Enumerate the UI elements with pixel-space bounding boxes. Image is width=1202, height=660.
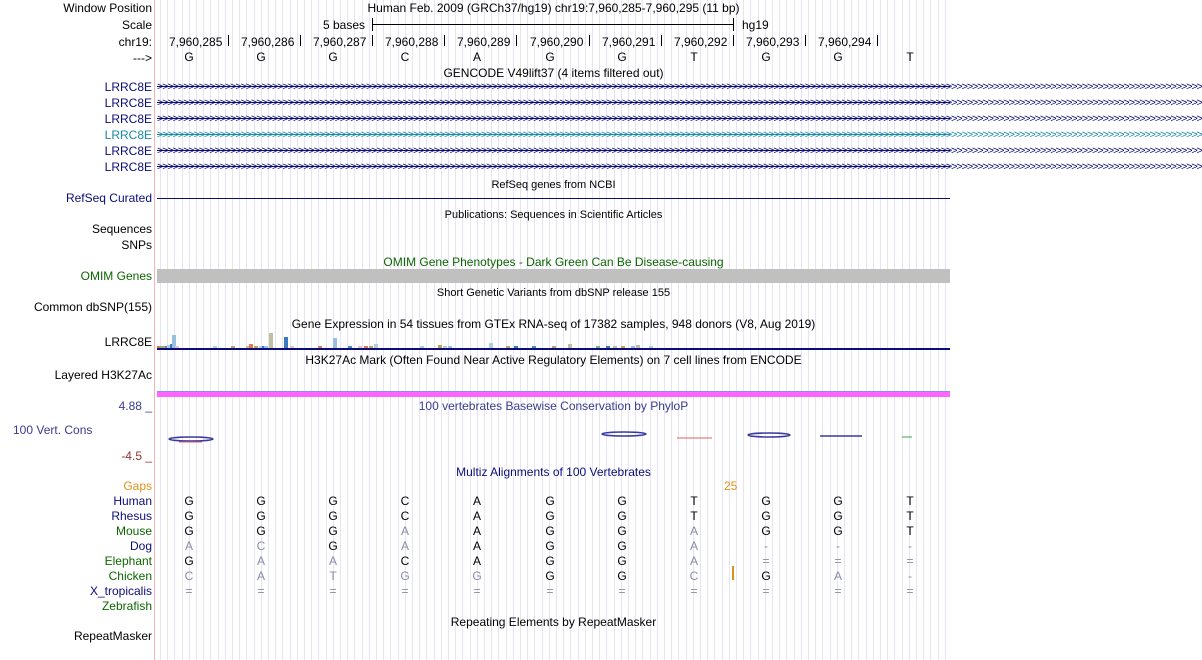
alignment-base: T: [906, 509, 914, 523]
sequences-label[interactable]: Sequences: [91, 222, 152, 236]
ruler-position: 7,960,288: [385, 35, 439, 49]
gaps-label: Gaps: [123, 479, 152, 493]
gtex-bar[interactable]: [333, 338, 337, 348]
gencode-gene-label[interactable]: LRRC8E: [104, 96, 152, 110]
alignment-base: A: [256, 554, 265, 568]
gencode-gene-label[interactable]: LRRC8E: [104, 112, 152, 126]
conservation-max: 4.88 _: [118, 399, 152, 413]
gencode-track-title: GENCODE V49lift37 (4 items filtered out): [443, 66, 664, 80]
omim-label[interactable]: OMIM Genes: [80, 269, 152, 283]
ruler-tick: [444, 35, 445, 46]
alignment-base: G: [256, 524, 266, 538]
multiz-track-title: Multiz Alignments of 100 Vertebrates: [456, 465, 651, 479]
alignment-base: G: [617, 509, 627, 523]
conservation-min: -4.5 _: [121, 449, 152, 463]
alignment-base: -: [908, 569, 912, 583]
alignment-base: G: [545, 539, 555, 553]
refseq-gene-line[interactable]: [157, 198, 950, 199]
gtex-track-title: Gene Expression in 54 tissues from GTEx RNA-seq of 17382 samples, 948 donors (V8, Aug 2019): [291, 317, 816, 331]
species-label[interactable]: X_tropicalis: [89, 584, 152, 598]
alignment-base: A: [689, 524, 698, 538]
gencode-strand-arrows: >>>>>>>>>>>>>>>>>>>>>>>>>>>>>>>>>>>>>>>>>>>>>>>>>>>>>>>>>>>>>>>>>>>>>>>>>>>>>>>>>>>>>>>>>>>>>>>>>>>>>>>>>>>>>>>>>>>>>>>>>>>>>>>>>>>>>>>>>>>>>>>>>>>>>>>>>>>>>>>>>>>>>>>>>>>>>>>>>>>>>>>>>>>>>>>>>>>>>>>>: [157, 145, 1202, 157]
alignment-base: A: [400, 524, 409, 538]
alignment-base: A: [689, 554, 698, 568]
species-label[interactable]: Mouse: [115, 524, 152, 538]
alignment-base: A: [400, 539, 409, 553]
alignment-base: A: [328, 554, 337, 568]
alignment-base: =: [690, 584, 698, 598]
alignment-base: C: [256, 539, 266, 553]
alignment-base: =: [906, 554, 914, 568]
gtex-expression-bars[interactable]: [157, 331, 950, 348]
gencode-gene-label[interactable]: LRRC8E: [104, 144, 152, 158]
alignment-base: -: [908, 539, 912, 553]
window-position-label: Window Position: [63, 1, 152, 15]
alignment-base: =: [401, 584, 409, 598]
reference-base: G: [833, 50, 843, 64]
alignment-base: A: [833, 569, 842, 583]
alignment-base: G: [617, 554, 627, 568]
ruler-tick: [661, 35, 662, 46]
gtex-label[interactable]: LRRC8E: [104, 335, 152, 349]
alignment-base: G: [256, 494, 266, 508]
reference-base: A: [472, 50, 481, 64]
assembly-position-text[interactable]: Human Feb. 2009 (GRCh37/hg19) chr19:7,960,285-7,960,295 (11 bp): [367, 1, 740, 15]
ruler-position: 7,960,293: [746, 35, 800, 49]
scale-bar: [372, 24, 734, 25]
alignment-base: G: [761, 494, 771, 508]
h3k27ac-label[interactable]: Layered H3K27Ac: [54, 368, 152, 382]
gencode-strand-arrows: >>>>>>>>>>>>>>>>>>>>>>>>>>>>>>>>>>>>>>>>>>>>>>>>>>>>>>>>>>>>>>>>>>>>>>>>>>>>>>>>>>>>>>>>>>>>>>>>>>>>>>>>>>>>>>>>>>>>>>>>>>>>>>>>>>>>>>>>>>>>>>>>>>>>>>>>>>>>>>>>>>>>>>>>>>>>>>>>>>>>>>>>>>>>>>>>>>>>>>>>: [157, 161, 1202, 173]
phylop-blip-2: [602, 432, 646, 436]
alignment-base: T: [906, 524, 914, 538]
alignment-base: T: [690, 509, 698, 523]
alignment-base: G: [833, 524, 843, 538]
scale-bar-right-cap: [733, 18, 734, 31]
alignment-base: C: [184, 569, 194, 583]
alignment-base: T: [906, 494, 914, 508]
ruler-tick: [300, 35, 301, 46]
repeatmasker-track-title: Repeating Elements by RepeatMasker: [450, 615, 657, 629]
refseq-track-title: RefSeq genes from NCBI: [491, 179, 616, 191]
alignment-base: =: [618, 584, 626, 598]
gencode-strand-arrows: >>>>>>>>>>>>>>>>>>>>>>>>>>>>>>>>>>>>>>>>>>>>>>>>>>>>>>>>>>>>>>>>>>>>>>>>>>>>>>>>>>>>>>>>>>>>>>>>>>>>>>>>>>>>>>>>>>>>>>>>>>>>>>>>>>>>>>>>>>>>>>>>>>>>>>>>>>>>>>>>>>>>>>>>>>>>>>>>>>>>>>>>>>>>>>>>>>>>>>>>: [157, 129, 1202, 141]
gencode-gene-label[interactable]: LRRC8E: [104, 128, 152, 142]
gtex-gene-line: [157, 348, 950, 350]
reference-base: T: [690, 50, 698, 64]
gencode-strand-arrows: >>>>>>>>>>>>>>>>>>>>>>>>>>>>>>>>>>>>>>>>>>>>>>>>>>>>>>>>>>>>>>>>>>>>>>>>>>>>>>>>>>>>>>>>>>>>>>>>>>>>>>>>>>>>>>>>>>>>>>>>>>>>>>>>>>>>>>>>>>>>>>>>>>>>>>>>>>>>>>>>>>>>>>>>>>>>>>>>>>>>>>>>>>>>>>>>>>>>>>>>: [157, 81, 1202, 93]
alignment-base: G: [328, 509, 338, 523]
alignment-base: A: [472, 539, 481, 553]
ruler-position: 7,960,289: [457, 35, 511, 49]
scale-label: Scale: [121, 18, 152, 32]
strand-label: --->: [133, 51, 152, 65]
ruler-tick: [228, 35, 229, 46]
alignment-base: G: [184, 524, 194, 538]
alignment-base: G: [328, 539, 338, 553]
ruler-tick: [805, 35, 806, 46]
snps-label[interactable]: SNPs: [121, 238, 152, 252]
alignment-base: G: [184, 494, 194, 508]
reference-base: G: [617, 50, 627, 64]
gtex-bar[interactable]: [269, 333, 273, 348]
scale-bar-left-cap: [372, 18, 373, 31]
reference-base: G: [328, 50, 338, 64]
label-divider: [154, 0, 155, 660]
alignment-base: A: [472, 524, 481, 538]
alignment-base: G: [328, 524, 338, 538]
refseq-label[interactable]: RefSeq Curated: [65, 191, 152, 205]
alignment-base: =: [762, 554, 770, 568]
ruler-position: 7,960,294: [818, 35, 872, 49]
alignment-base: G: [833, 494, 843, 508]
alignment-base: A: [256, 569, 265, 583]
alignment-base: G: [184, 554, 194, 568]
ruler-position: 7,960,291: [602, 35, 656, 49]
omim-track-title: OMIM Gene Phenotypes - Dark Green Can Be Disease-causing: [383, 255, 724, 269]
alignment-base: =: [257, 584, 265, 598]
ruler-tick: [516, 35, 517, 46]
alignment-base: T: [690, 494, 698, 508]
alignment-base: G: [184, 509, 194, 523]
dbsnp-label[interactable]: Common dbSNP(155): [33, 300, 152, 314]
species-label[interactable]: Elephant: [104, 554, 152, 568]
alignment-base: G: [761, 569, 771, 583]
species-label[interactable]: Human: [113, 494, 152, 508]
alignment-base: T: [329, 569, 337, 583]
reference-base: T: [906, 50, 914, 64]
h3k27ac-track-title: H3K27Ac Mark (Often Found Near Active Regulatory Elements) on 7 cell lines from ENCODE: [305, 353, 802, 367]
insertion-marker: [732, 566, 734, 580]
alignment-base: G: [761, 509, 771, 523]
reference-base: G: [184, 50, 194, 64]
reference-base: C: [400, 50, 410, 64]
conservation-track-title: 100 vertebrates Basewise Conservation by PhyloP: [418, 399, 689, 413]
alignment-base: G: [545, 554, 555, 568]
ruler-tick: [877, 35, 878, 46]
alignment-base: G: [617, 569, 627, 583]
alignment-base: G: [545, 524, 555, 538]
alignment-base: =: [473, 584, 481, 598]
ruler-position: 7,960,287: [313, 35, 367, 49]
alignment-base: G: [472, 569, 482, 583]
dbsnp-track-title: Short Genetic Variants from dbSNP release 155: [436, 287, 671, 299]
gencode-strand-arrows: >>>>>>>>>>>>>>>>>>>>>>>>>>>>>>>>>>>>>>>>>>>>>>>>>>>>>>>>>>>>>>>>>>>>>>>>>>>>>>>>>>>>>>>>>>>>>>>>>>>>>>>>>>>>>>>>>>>>>>>>>>>>>>>>>>>>>>>>>>>>>>>>>>>>>>>>>>>>>>>>>>>>>>>>>>>>>>>>>>>>>>>>>>>>>>>>>>>>>>>>: [157, 97, 1202, 109]
alignment-base: A: [689, 539, 698, 553]
alignment-base: G: [617, 539, 627, 553]
scale-db: hg19: [742, 18, 769, 32]
alignment-base: A: [472, 509, 481, 523]
alignment-base: G: [545, 569, 555, 583]
alignment-base: C: [400, 554, 410, 568]
alignment-base: G: [328, 494, 338, 508]
alignment-base: C: [400, 494, 410, 508]
alignment-base: C: [400, 509, 410, 523]
conservation-plot[interactable]: [157, 428, 950, 448]
ruler-position: 7,960,286: [241, 35, 295, 49]
alignment-base: =: [834, 584, 842, 598]
omim-gene-bar[interactable]: [157, 269, 950, 283]
species-label[interactable]: Dog: [129, 539, 152, 553]
alignment-base: G: [761, 524, 771, 538]
reference-base: G: [256, 50, 266, 64]
alignment-base: =: [546, 584, 554, 598]
phylop-blip-1: [169, 437, 213, 441]
gaps-value: 25: [724, 479, 738, 493]
ruler-tick: [589, 35, 590, 46]
publications-track-title: Publications: Sequences in Scientific Articles: [444, 209, 663, 221]
species-label[interactable]: Zebrafish: [101, 599, 152, 613]
alignment-base: =: [762, 584, 770, 598]
gencode-gene-label[interactable]: LRRC8E: [104, 80, 152, 94]
scale-text: 5 bases: [323, 18, 366, 32]
alignment-base: =: [906, 584, 914, 598]
alignment-base: G: [545, 509, 555, 523]
alignment-base: G: [256, 509, 266, 523]
ruler-tick: [372, 35, 373, 46]
alignment-base: -: [836, 539, 840, 553]
alignment-base: G: [545, 494, 555, 508]
alignment-base: G: [400, 569, 410, 583]
alignment-base: G: [833, 509, 843, 523]
alignment-base: G: [617, 524, 627, 538]
ruler-tick: [733, 35, 734, 46]
gencode-strand-arrows: >>>>>>>>>>>>>>>>>>>>>>>>>>>>>>>>>>>>>>>>>>>>>>>>>>>>>>>>>>>>>>>>>>>>>>>>>>>>>>>>>>>>>>>>>>>>>>>>>>>>>>>>>>>>>>>>>>>>>>>>>>>>>>>>>>>>>>>>>>>>>>>>>>>>>>>>>>>>>>>>>>>>>>>>>>>>>>>>>>>>>>>>>>>>>>>>>>>>>>>>: [157, 113, 1202, 125]
alignment-base: A: [472, 494, 481, 508]
ruler-position: 7,960,285: [169, 35, 223, 49]
alignment-base: A: [184, 539, 193, 553]
alignment-base: =: [185, 584, 193, 598]
reference-base: G: [545, 50, 555, 64]
alignment-base: G: [617, 494, 627, 508]
species-label[interactable]: Rhesus: [111, 509, 152, 523]
ruler-position: 7,960,290: [530, 35, 584, 49]
gtex-bar[interactable]: [284, 337, 288, 348]
chromosome-label: chr19:: [118, 35, 152, 49]
alignment-base: =: [329, 584, 337, 598]
alignment-base: -: [764, 539, 768, 553]
reference-base: G: [761, 50, 771, 64]
conservation-label[interactable]: 100 Vert. Cons: [13, 423, 93, 437]
alignment-base: A: [472, 554, 481, 568]
species-label[interactable]: Chicken: [108, 569, 152, 583]
repeatmasker-label[interactable]: RepeatMasker: [73, 629, 152, 643]
alignment-base: =: [834, 554, 842, 568]
h3k27ac-signal[interactable]: [157, 391, 950, 397]
ruler-position: 7,960,292: [674, 35, 728, 49]
phylop-blip-3: [748, 433, 790, 437]
alignment-base: C: [689, 569, 699, 583]
gencode-gene-label[interactable]: LRRC8E: [104, 160, 152, 174]
